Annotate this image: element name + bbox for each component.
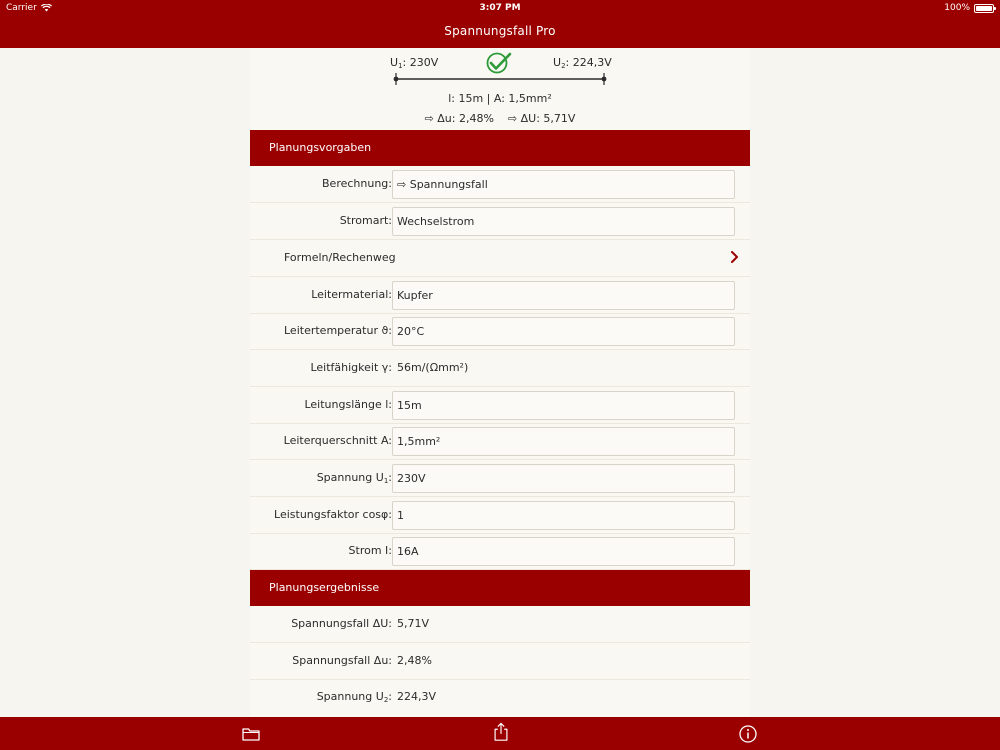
- row-leistungsfaktor: [250, 497, 750, 534]
- battery-indicator: [944, 3, 994, 13]
- status-bar: [0, 0, 1000, 16]
- spannung-u2-value: 224,3V: [397, 690, 437, 703]
- u2-value: : 224,3V: [565, 56, 612, 69]
- summary-u1: [390, 56, 438, 70]
- leitermaterial-field[interactable]: Kupfer: [392, 281, 735, 310]
- berechnung-value: Spannungsfall: [409, 178, 488, 191]
- summary-length-area: l: 15m | A: 1,5mm²: [448, 92, 552, 105]
- summary-u2: [553, 56, 612, 70]
- leitertemperatur-label: Leitertemperatur ϑ:: [284, 324, 392, 337]
- row-spannung-u2: [250, 679, 750, 716]
- row-leitungslaenge: [250, 387, 750, 424]
- row-leitfaehigkeit: [250, 350, 750, 387]
- row-stromart: [250, 203, 750, 240]
- info-icon[interactable]: [738, 724, 758, 744]
- spannung-u2-label-sub: 2: [383, 696, 389, 704]
- spannung-u2-label-text: Spannung U: [316, 690, 384, 703]
- arrow-right-icon: ⇨: [424, 112, 434, 125]
- battery-percent: 100%: [944, 3, 970, 13]
- row-strom: [250, 533, 750, 570]
- page-title: Spannungsfall Pro: [444, 24, 556, 38]
- row-spannungsfall-du-abs: [250, 606, 750, 643]
- berechnung-label: Berechnung:: [322, 177, 392, 190]
- battery-icon: [974, 4, 994, 13]
- navigation-bar: [0, 0, 1000, 48]
- row-spannung-u1: [250, 460, 750, 497]
- leitermaterial-label: Leitermaterial:: [311, 288, 392, 301]
- row-formeln[interactable]: [250, 240, 750, 277]
- u1-value: : 230V: [402, 56, 439, 69]
- spannungsfall-du-abs-value: 5,71V: [397, 617, 430, 630]
- strom-label: Strom I:: [348, 544, 392, 557]
- leiterquerschnitt-label: Leiterquerschnitt A:: [283, 434, 392, 447]
- formeln-label: Formeln/Rechenweg: [284, 251, 396, 264]
- content-panel[interactable]: [250, 48, 750, 717]
- row-berechnung: [250, 166, 750, 203]
- spannung-u1-label-colon: :: [388, 471, 392, 484]
- spannungsfall-du-rel-label: Spannungsfall Δu:: [292, 654, 392, 667]
- spannung-u1-label: [317, 460, 392, 499]
- carrier-label: Carrier: [6, 3, 37, 13]
- row-spannungsfall-du-rel: [250, 643, 750, 680]
- leitungslaenge-label: Leitungslänge l:: [304, 398, 392, 411]
- arrow-right-icon: ⇨: [507, 112, 518, 125]
- berechnung-field[interactable]: [392, 170, 735, 199]
- u1-symbol: U: [390, 56, 399, 69]
- spannung-u2-label-colon: :: [388, 690, 392, 703]
- spannung-u1-field[interactable]: 230V: [392, 464, 735, 493]
- cable-line-icon: [390, 71, 612, 87]
- summary-diagram: [250, 48, 750, 130]
- folder-icon[interactable]: [241, 724, 261, 744]
- row-leiterquerschnitt: [250, 423, 750, 460]
- u2-subscript: 2: [561, 62, 566, 70]
- strom-field[interactable]: 16A: [392, 537, 735, 566]
- leitfaehigkeit-label: Leitfähigkeit γ:: [310, 361, 392, 374]
- spannungsfall-du-abs-label: Spannungsfall ΔU:: [291, 617, 392, 630]
- bottom-toolbar: [0, 717, 1000, 750]
- section-header-inputs: Planungsvorgaben: [250, 130, 750, 166]
- row-leitermaterial: [250, 277, 750, 314]
- leistungsfaktor-field[interactable]: 1: [392, 501, 735, 530]
- spannung-u2-label: [317, 679, 392, 718]
- summary-du-rel: Δu: 2,48%: [437, 112, 494, 125]
- summary-voltage-drop: [250, 112, 750, 125]
- leiterquerschnitt-field[interactable]: 1,5mm²: [392, 427, 735, 456]
- leitertemperatur-field[interactable]: 20°C: [392, 317, 735, 346]
- leitfaehigkeit-value: 56m/(Ωmm²): [397, 361, 469, 374]
- u1-subscript: 1: [398, 62, 403, 70]
- summary-du-abs: ΔU: 5,71V: [520, 112, 576, 125]
- spannungsfall-du-rel-value: 2,48%: [397, 654, 432, 667]
- stromart-label: Stromart:: [339, 214, 392, 227]
- chevron-right-icon: [730, 250, 740, 264]
- spannung-u1-label-text: Spannung U: [316, 471, 384, 484]
- stromart-field[interactable]: Wechselstrom: [392, 207, 735, 236]
- arrow-right-icon: ⇨: [397, 178, 407, 191]
- leitungslaenge-field[interactable]: 15m: [392, 391, 735, 420]
- share-icon[interactable]: [491, 722, 511, 742]
- row-leitertemperatur: [250, 313, 750, 350]
- status-time: 3:07 PM: [479, 3, 521, 13]
- spannung-u1-label-sub: 1: [383, 477, 389, 485]
- u2-symbol: U: [553, 56, 562, 69]
- section-header-results: Planungsergebnisse: [250, 570, 750, 606]
- leistungsfaktor-label: Leistungsfaktor cosφ:: [274, 508, 392, 521]
